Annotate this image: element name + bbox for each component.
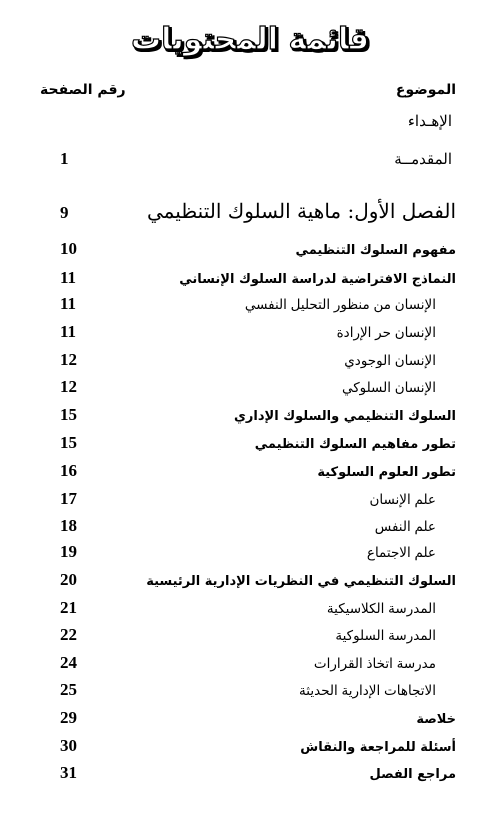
page-number-column-header: رقم الصفحة — [40, 82, 126, 98]
toc-page-number: 24 — [60, 653, 77, 672]
toc-page-number: 29 — [60, 708, 77, 727]
toc-label: خلاصة — [416, 712, 456, 727]
toc-page-number: 30 — [60, 736, 77, 755]
toc-entry — [60, 736, 456, 756]
toc-entry — [60, 680, 456, 700]
toc-page-number: 17 — [60, 489, 77, 508]
toc-page-number: 22 — [60, 625, 77, 644]
toc-label: أسئلة للمراجعة والنقاش — [300, 740, 456, 755]
toc-entry — [60, 653, 456, 673]
toc-page-number: 11 — [60, 268, 77, 287]
toc-page-number: 16 — [60, 461, 77, 480]
toc-entry — [60, 489, 456, 509]
toc-entry-chapter-1 — [60, 199, 456, 223]
toc-entry — [60, 625, 456, 645]
toc-entry — [60, 294, 456, 314]
toc-label: الإنسان السلوكي — [341, 380, 436, 395]
toc-page-number: 25 — [60, 680, 77, 699]
toc-entry — [60, 708, 456, 728]
toc-label: تطور مفاهيم السلوك التنظيمي — [254, 437, 456, 452]
toc-page-number: 10 — [60, 239, 77, 258]
toc-label: علم الإنسان — [369, 492, 436, 507]
toc-label: الإنسان حر الإرادة — [336, 325, 436, 340]
toc-entry — [60, 461, 456, 481]
toc-entry — [60, 268, 456, 288]
toc-label: مفهوم السلوك التنظيمي — [295, 243, 456, 258]
toc-label: المقدمــة — [394, 150, 452, 168]
toc-page-number: 11 — [60, 294, 77, 313]
toc-entry — [60, 433, 456, 453]
toc-entry — [60, 542, 456, 562]
toc-label: مدرسة اتخاذ القرارات — [313, 656, 436, 671]
toc-entry-dedication — [60, 112, 456, 130]
toc-page-number: 12 — [60, 350, 77, 369]
toc-page-number: 9 — [60, 203, 69, 222]
toc-label: الإنسان من منظور التحليل النفسي — [244, 297, 436, 312]
toc-label: الإهـداء — [407, 112, 452, 130]
toc-page-number: 12 — [60, 377, 77, 396]
toc-entry — [60, 405, 456, 425]
toc-entry — [60, 570, 456, 590]
toc-page-number: 1 — [60, 149, 69, 168]
toc-entry — [60, 239, 456, 259]
toc-entry — [60, 516, 456, 536]
toc-label: النماذج الافتراضية لدراسة السلوك الإنساني — [179, 272, 456, 287]
toc-page-number: 31 — [60, 763, 77, 782]
toc-entry — [60, 763, 456, 783]
toc-label: تطور العلوم السلوكية — [317, 465, 456, 480]
toc-label: الاتجاهات الإدارية الحديثة — [299, 683, 436, 698]
toc-label: مراجع الفصل — [369, 767, 456, 782]
toc-entry — [60, 598, 456, 618]
toc-label: السلوك التنظيمي في النظريات الإدارية الرئيسية — [146, 574, 456, 589]
toc-label: المدرسة الكلاسيكية — [326, 601, 436, 616]
toc-entry-introduction — [60, 149, 456, 169]
toc-page-number: 21 — [60, 598, 77, 617]
toc-label: علم النفس — [374, 519, 436, 534]
toc-label: السلوك التنظيمي والسلوك الإداري — [234, 409, 456, 424]
toc-label: الفصل الأول: ماهية السلوك التنظيمي — [146, 199, 456, 223]
toc-label: الإنسان الوجودي — [344, 353, 436, 368]
toc-page-number: 18 — [60, 516, 77, 535]
toc-label: علم الاجتماع — [366, 545, 436, 560]
page-title: قائمة المحتويات — [131, 22, 369, 57]
toc-page-number: 11 — [60, 322, 77, 341]
topic-column-header: الموضوع — [395, 82, 456, 98]
toc-entry — [60, 350, 456, 370]
toc-page-number: 20 — [60, 570, 77, 589]
toc-entry — [60, 377, 456, 397]
toc-page-number: 19 — [60, 542, 77, 561]
toc-entry — [60, 322, 456, 342]
toc-page-number: 15 — [60, 433, 77, 452]
toc-label: المدرسة السلوكية — [335, 628, 436, 643]
toc-page-number: 15 — [60, 405, 77, 424]
